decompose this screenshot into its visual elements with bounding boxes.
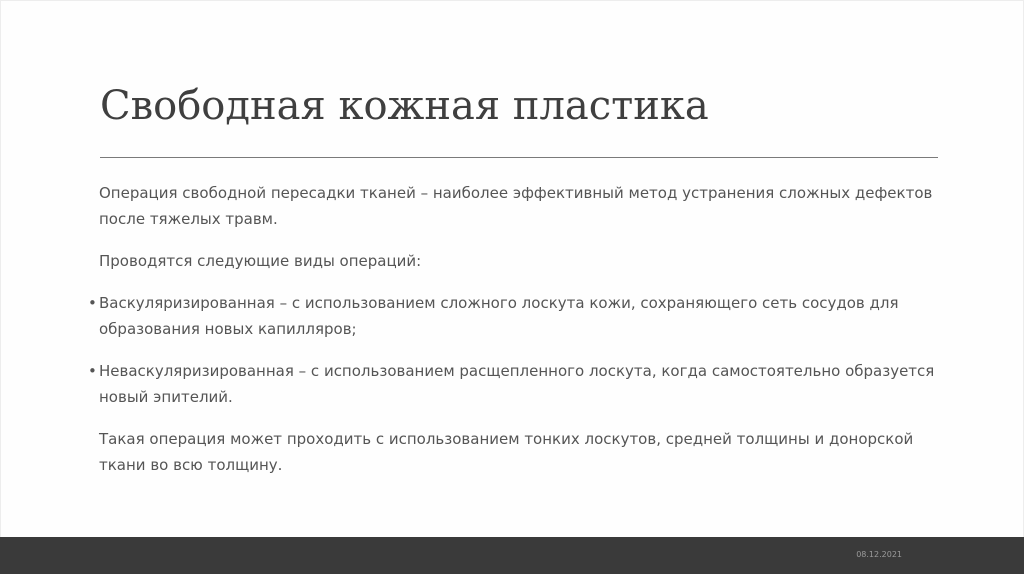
paragraph <box>88 426 938 478</box>
paragraph-text: Операция свободной пересадки тканей – наиболее эффективный метод устранения сложных дефектов после тяжелых травм. <box>99 184 933 228</box>
paragraph <box>88 180 938 232</box>
bullet-marker: • <box>88 294 97 312</box>
paragraph <box>88 248 938 274</box>
slide-body <box>88 180 938 494</box>
bullet-item <box>88 290 938 342</box>
paragraph-text: Проводятся следующие виды операций: <box>99 252 422 270</box>
footer-date: 08.12.2021 <box>856 550 902 559</box>
footer-bar <box>0 537 1024 574</box>
bullet-item <box>88 358 938 410</box>
slide-title: Свободная кожная пластика <box>100 83 709 129</box>
paragraph-text: Неваскуляризированная – с использованием расщепленного лоскута, когда самостоятельно образуется новый эпителий. <box>99 362 935 406</box>
paragraph-text: Такая операция может проходить с использованием тонких лоскутов, средней толщины и донорской ткани во всю толщину. <box>99 430 914 474</box>
paragraph-text: Васкуляризированная – с использованием сложного лоскута кожи, сохраняющего сеть сосудов для образования новых капилляров; <box>99 294 899 338</box>
title-divider <box>100 157 938 158</box>
bullet-marker: • <box>88 362 97 380</box>
